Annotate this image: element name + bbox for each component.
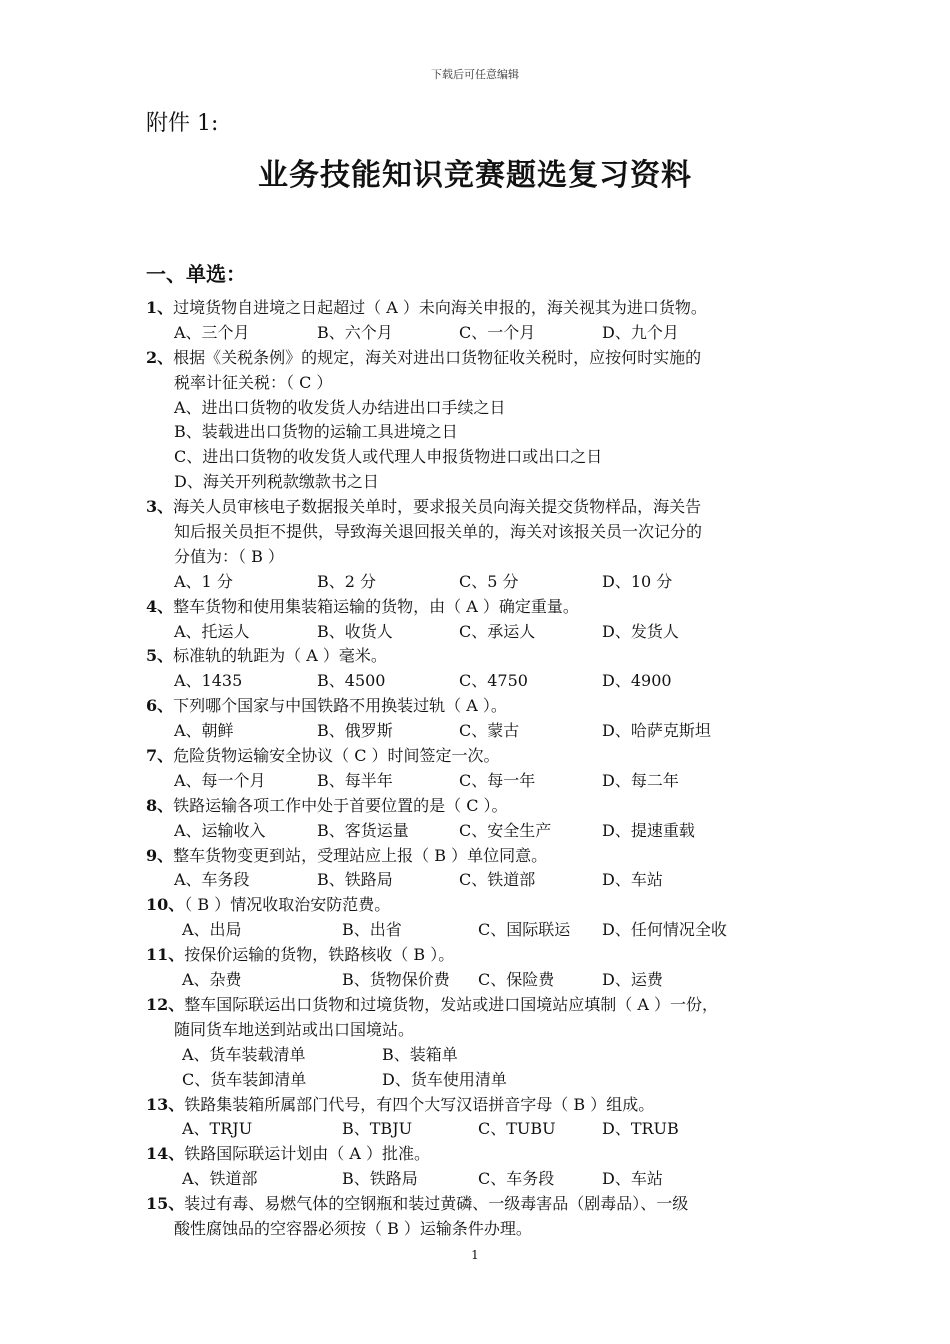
option: D、货车使用清单 <box>382 1069 507 1089</box>
option: A、朝鲜 <box>174 721 234 741</box>
option: A、车务段 <box>174 870 250 890</box>
question-text: 整车货物和使用集装箱运输的货物，由（ A ）确定重量。 <box>173 596 579 616</box>
option: D、车站 <box>602 870 663 890</box>
question-text: 铁路运输各项工作中处于首要位置的是（ C ）。 <box>173 795 508 815</box>
question-number: 1、 <box>146 298 174 317</box>
option: D、提速重载 <box>602 820 695 840</box>
option: D、运费 <box>602 970 663 990</box>
question-list <box>146 296 826 1242</box>
option: C、一个月 <box>459 322 536 342</box>
header-note: 下载后可任意编辑 <box>431 68 519 81</box>
question-text: 铁路国际联运计划由（ A ）批准。 <box>184 1144 431 1164</box>
option: C、4750 <box>459 671 528 691</box>
option: A、运输收入 <box>174 820 266 840</box>
page-number: 1 <box>471 1248 479 1262</box>
question-number: 13、 <box>146 1094 185 1114</box>
option: A、每一个月 <box>174 770 266 790</box>
question-line <box>146 495 826 520</box>
question-text: 根据《关税条例》的规定，海关对进出口货物征收关税时，应按何时实施的 <box>173 347 702 367</box>
question-line <box>146 744 826 769</box>
question-line <box>146 1192 826 1217</box>
option-row <box>146 321 826 346</box>
question-number: 8、 <box>146 795 174 815</box>
question-line <box>146 1093 826 1118</box>
question-continuation: A、进出口货物的收发货人办结进出口手续之日 <box>174 397 506 417</box>
option-row <box>146 769 826 794</box>
question-continuation: 分值为：（ B ） <box>174 546 284 566</box>
section-heading: 一、单选： <box>146 262 246 286</box>
question-number: 4、 <box>146 596 174 616</box>
option: D、任何情况全收 <box>602 920 727 940</box>
option: C、安全生产 <box>459 820 552 840</box>
option-row <box>146 570 826 595</box>
question-line <box>146 1142 826 1167</box>
question-number: 9、 <box>146 845 174 865</box>
question-line <box>146 296 826 321</box>
option-row <box>146 669 826 694</box>
option: D、哈萨克斯坦 <box>602 721 711 741</box>
question-number: 10、 <box>146 895 185 915</box>
option-row <box>146 868 826 893</box>
option: B、铁路局 <box>342 1169 418 1189</box>
option: D、每二年 <box>602 770 679 790</box>
option: C、货车装卸清单 <box>182 1069 307 1089</box>
option-row <box>146 1068 826 1093</box>
question-text: 整车货物变更到站，受理站应上报（ B ）单位同意。 <box>173 845 548 865</box>
question-line <box>146 346 826 371</box>
question-line <box>146 943 826 968</box>
option: A、货车装载清单 <box>182 1044 306 1064</box>
question-number: 14、 <box>146 1144 185 1164</box>
option: C、5 分 <box>459 571 519 591</box>
question-continuation: 税率计征关税：（ C ） <box>174 372 333 392</box>
option: C、保险费 <box>478 970 555 990</box>
option: B、货物保价费 <box>342 970 450 990</box>
option-row <box>146 918 826 943</box>
option: B、出省 <box>342 920 402 940</box>
document-title: 业务技能知识竞赛题选复习资料 <box>258 158 692 193</box>
question-continuation: 知后报关员拒不提供，导致海关退回报关单的，海关对该报关员一次记分的 <box>174 522 703 542</box>
question-text: 危险货物运输安全协议（ C ）时间签定一次。 <box>173 746 500 766</box>
attachment-label: 附件 1: <box>146 111 219 136</box>
option: C、蒙古 <box>459 721 520 741</box>
question-number: 12、 <box>146 994 185 1014</box>
question-number: 6、 <box>146 696 174 716</box>
option: A、1435 <box>174 671 243 691</box>
option: B、俄罗斯 <box>317 721 393 741</box>
question-continuation: C、进出口货物的收发货人或代理人申报货物进口或出口之日 <box>174 447 603 467</box>
question-line <box>146 595 826 620</box>
option-row <box>146 968 826 993</box>
option: A、铁道部 <box>182 1169 258 1189</box>
question-text: 标准轨的轨距为（ A ）毫米。 <box>173 646 387 666</box>
option: C、国际联运 <box>478 920 571 940</box>
option: C、每一年 <box>459 770 536 790</box>
question-text: 装过有毒、易燃气体的空钢瓶和装过黄磷、一级毒害品（剧毒品）、一级 <box>184 1194 689 1214</box>
option: B、TBJU <box>342 1119 413 1139</box>
option: A、三个月 <box>174 322 250 342</box>
question-text: 整车国际联运出口货物和过境货物，发站或进口国境站应填制（ A ）一份， <box>184 994 719 1014</box>
question-continuation: D、海关开列税款缴款书之日 <box>174 472 379 492</box>
option: D、TRUB <box>602 1119 679 1139</box>
option-row <box>146 1167 826 1192</box>
option: A、TRJU <box>182 1119 253 1139</box>
option: C、TUBU <box>478 1119 556 1139</box>
question-number: 15、 <box>146 1194 185 1214</box>
question-line <box>146 993 826 1018</box>
option: D、发货人 <box>602 621 679 641</box>
option: B、每半年 <box>317 770 393 790</box>
option: B、2 分 <box>317 571 377 591</box>
option-row <box>146 620 826 645</box>
option-row <box>146 1043 826 1068</box>
question-text: 按保价运输的货物，铁路核收（ B ）。 <box>184 945 455 965</box>
option: D、车站 <box>602 1169 663 1189</box>
option: A、出局 <box>182 920 242 940</box>
question-number: 2、 <box>146 347 174 367</box>
option-row <box>146 719 826 744</box>
option: D、10 分 <box>602 571 673 591</box>
question-line <box>146 794 826 819</box>
question-line <box>146 893 826 918</box>
question-text: （ B ）情况收取治安防范费。 <box>184 895 391 915</box>
question-text: 下列哪个国家与中国铁路不用换装过轨（ A ）。 <box>173 696 507 716</box>
option: C、承运人 <box>459 621 536 641</box>
option: B、客货运量 <box>317 820 409 840</box>
option: D、4900 <box>602 671 672 691</box>
option: B、铁路局 <box>317 870 393 890</box>
option-row <box>146 1117 826 1142</box>
question-text: 过境货物自进境之日起超过（ A ）未向海关申报的，海关视其为进口货物。 <box>173 298 707 317</box>
option: C、车务段 <box>478 1169 555 1189</box>
question-number: 5、 <box>146 646 174 666</box>
option: B、收货人 <box>317 621 393 641</box>
option: A、杂费 <box>182 970 242 990</box>
option: A、1 分 <box>174 571 233 591</box>
question-continuation: B、装载进出口货物的运输工具进境之日 <box>174 422 458 442</box>
question-line <box>146 644 826 669</box>
question-continuation: 酸性腐蚀品的空容器必须按（ B ）运输条件办理。 <box>174 1218 532 1238</box>
option: B、六个月 <box>317 322 393 342</box>
question-text: 海关人员审核电子数据报关单时，要求报关员向海关提交货物样品，海关告 <box>173 497 702 517</box>
question-line <box>146 694 826 719</box>
option-row <box>146 819 826 844</box>
option: B、装箱单 <box>382 1044 458 1064</box>
question-line <box>146 844 826 869</box>
option: A、托运人 <box>174 621 250 641</box>
question-text: 铁路集装箱所属部门代号，有四个大写汉语拼音字母（ B ）组成。 <box>184 1094 655 1114</box>
option: D、九个月 <box>602 322 679 342</box>
question-continuation: 随同货车地送到站或出口国境站。 <box>174 1019 415 1039</box>
question-number: 7、 <box>146 746 174 766</box>
question-number: 3、 <box>146 497 174 517</box>
option: B、4500 <box>317 671 386 691</box>
question-number: 11、 <box>146 945 185 965</box>
option: C、铁道部 <box>459 870 536 890</box>
